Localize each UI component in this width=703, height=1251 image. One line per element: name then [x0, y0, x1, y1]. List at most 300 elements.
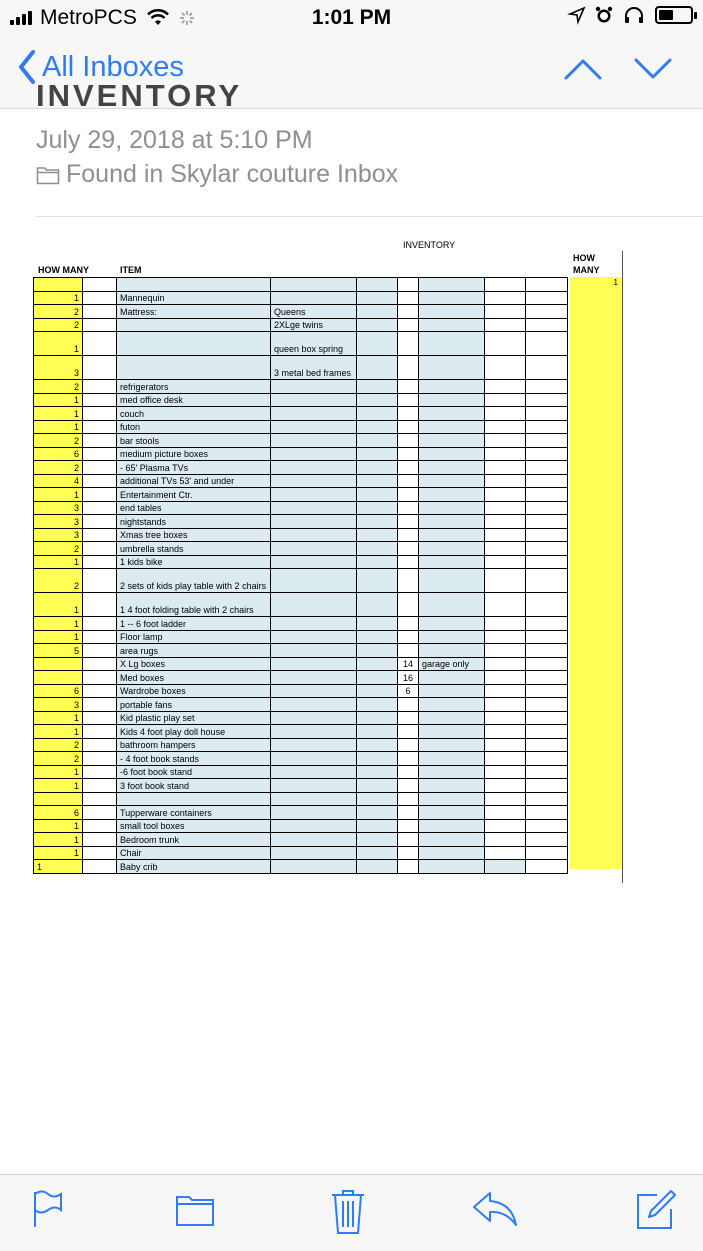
count-cell	[398, 833, 419, 847]
count-cell	[398, 461, 419, 475]
blank-cell	[83, 752, 117, 766]
item-cell: Entertainment Ctr.	[117, 488, 271, 502]
blank-cell	[357, 434, 398, 448]
right-quantity-column	[570, 277, 622, 869]
note-cell	[419, 407, 485, 421]
blank-cell	[357, 684, 398, 698]
item-cell: futon	[117, 420, 271, 434]
blank-cell	[526, 332, 568, 356]
note-cell	[419, 644, 485, 658]
blank-cell	[526, 447, 568, 461]
chevron-left-icon	[18, 50, 36, 84]
blank-cell	[485, 593, 526, 617]
description-cell	[271, 542, 357, 556]
blank-cell	[357, 332, 398, 356]
note-cell	[419, 332, 485, 356]
note-cell	[419, 765, 485, 779]
blank-cell	[485, 684, 526, 698]
blank-cell	[526, 393, 568, 407]
table-row	[34, 593, 568, 617]
blank-cell	[357, 474, 398, 488]
quantity-cell: 6	[34, 684, 83, 698]
table-row	[34, 515, 568, 529]
blank-cell	[485, 792, 526, 806]
count-cell	[398, 725, 419, 739]
blank-cell	[357, 644, 398, 658]
note-cell	[419, 501, 485, 515]
description-cell	[271, 833, 357, 847]
quantity-cell: 1	[34, 711, 83, 725]
blank-cell	[357, 819, 398, 833]
quantity-cell: 2	[34, 461, 83, 475]
blank-cell	[83, 332, 117, 356]
description-cell	[271, 420, 357, 434]
blank-cell	[83, 555, 117, 569]
blank-cell	[526, 617, 568, 631]
table-row	[34, 765, 568, 779]
blank-cell	[485, 528, 526, 542]
item-cell: area rugs	[117, 644, 271, 658]
table-row	[34, 356, 568, 380]
blank-cell	[526, 420, 568, 434]
blank-cell	[526, 474, 568, 488]
table-row	[34, 806, 568, 820]
description-cell	[271, 630, 357, 644]
blank-cell	[485, 407, 526, 421]
note-cell	[419, 630, 485, 644]
blank-cell	[526, 711, 568, 725]
item-cell: nightstands	[117, 515, 271, 529]
count-cell	[398, 305, 419, 319]
table-row	[34, 555, 568, 569]
blank-cell	[83, 630, 117, 644]
description-cell	[271, 860, 357, 874]
table-row	[34, 644, 568, 658]
blank-cell	[83, 515, 117, 529]
blank-cell	[357, 393, 398, 407]
count-cell	[398, 542, 419, 556]
battery-icon	[655, 6, 693, 24]
next-message-button[interactable]	[633, 56, 673, 82]
quantity-cell: 3	[34, 528, 83, 542]
email-folder[interactable]	[36, 160, 398, 189]
quantity-cell: 2	[34, 542, 83, 556]
description-cell	[271, 461, 357, 475]
quantity-cell	[34, 792, 83, 806]
location-icon	[569, 7, 585, 23]
table-row	[34, 380, 568, 394]
description-cell	[271, 684, 357, 698]
item-cell: additional TVs 53' and under	[117, 474, 271, 488]
blank-cell	[485, 474, 526, 488]
table-row	[34, 725, 568, 739]
item-cell	[117, 278, 271, 292]
count-cell	[398, 806, 419, 820]
blank-cell	[485, 806, 526, 820]
quantity-cell: 2	[34, 738, 83, 752]
count-cell	[398, 860, 419, 874]
item-cell: 1 4 foot folding table with 2 chairs	[117, 593, 271, 617]
table-row	[34, 738, 568, 752]
quantity-cell: 2	[34, 752, 83, 766]
blank-cell	[357, 698, 398, 712]
blank-cell	[83, 644, 117, 658]
blank-cell	[357, 833, 398, 847]
blank-cell	[526, 291, 568, 305]
table-row	[34, 461, 568, 475]
count-cell	[398, 617, 419, 631]
right-how-many-header: HOW MANY	[573, 253, 600, 275]
blank-cell	[526, 515, 568, 529]
status-bar	[0, 0, 703, 36]
quantity-cell: 1	[34, 630, 83, 644]
blank-cell	[83, 528, 117, 542]
blank-cell	[526, 542, 568, 556]
description-cell	[271, 528, 357, 542]
table-row	[34, 569, 568, 593]
count-cell	[398, 738, 419, 752]
description-cell	[271, 393, 357, 407]
item-cell: 1 kids bike	[117, 555, 271, 569]
blank-cell	[83, 725, 117, 739]
description-cell	[271, 617, 357, 631]
blank-cell	[357, 725, 398, 739]
folder-icon	[36, 165, 60, 185]
inventory-table	[33, 277, 568, 874]
blank-cell	[485, 542, 526, 556]
table-row	[34, 420, 568, 434]
blank-cell	[83, 738, 117, 752]
count-cell	[398, 711, 419, 725]
table-row	[34, 671, 568, 685]
blank-cell	[485, 278, 526, 292]
description-cell	[271, 738, 357, 752]
blank-cell	[357, 593, 398, 617]
count-cell	[398, 474, 419, 488]
bottom-toolbar	[0, 1174, 703, 1251]
table-row	[34, 528, 568, 542]
note-cell	[419, 860, 485, 874]
count-cell: 16	[398, 671, 419, 685]
blank-cell	[485, 644, 526, 658]
blank-cell	[357, 380, 398, 394]
inventory-spreadsheet	[33, 238, 633, 888]
blank-cell	[357, 792, 398, 806]
blank-cell	[83, 318, 117, 332]
flag-icon[interactable]	[32, 1189, 64, 1229]
previous-message-button[interactable]	[563, 56, 603, 82]
quantity-cell: 6	[34, 806, 83, 820]
blank-cell	[485, 725, 526, 739]
blank-cell	[83, 420, 117, 434]
item-cell: end tables	[117, 501, 271, 515]
blank-cell	[485, 617, 526, 631]
blank-cell	[83, 380, 117, 394]
note-cell	[419, 474, 485, 488]
count-cell	[398, 434, 419, 448]
trash-icon[interactable]	[331, 1189, 365, 1235]
blank-cell	[357, 555, 398, 569]
table-row	[34, 711, 568, 725]
table-row	[34, 318, 568, 332]
blank-cell	[526, 434, 568, 448]
description-cell	[271, 555, 357, 569]
count-cell	[398, 291, 419, 305]
blank-cell	[485, 752, 526, 766]
blank-cell	[526, 792, 568, 806]
table-row	[34, 617, 568, 631]
count-cell	[398, 447, 419, 461]
blank-cell	[526, 752, 568, 766]
count-cell	[398, 528, 419, 542]
item-cell: Xmas tree boxes	[117, 528, 271, 542]
item-cell: Kid plastic play set	[117, 711, 271, 725]
table-row	[34, 698, 568, 712]
item-cell: medium picture boxes	[117, 447, 271, 461]
blank-cell	[83, 792, 117, 806]
item-cell: Wardrobe boxes	[117, 684, 271, 698]
message-nav	[563, 56, 673, 82]
blank-cell	[357, 278, 398, 292]
blank-cell	[357, 461, 398, 475]
blank-cell	[357, 765, 398, 779]
blank-cell	[485, 380, 526, 394]
blank-cell	[485, 819, 526, 833]
quantity-cell	[34, 657, 83, 671]
description-cell	[271, 806, 357, 820]
blank-cell	[83, 434, 117, 448]
email-date: July 29, 2018 at 5:10 PM	[36, 126, 313, 154]
quantity-cell: 1	[34, 617, 83, 631]
blank-cell	[357, 356, 398, 380]
count-cell: 6	[398, 684, 419, 698]
blank-cell	[83, 617, 117, 631]
item-cell: X Lg boxes	[117, 657, 271, 671]
item-cell: Tupperware containers	[117, 806, 271, 820]
description-cell	[271, 644, 357, 658]
blank-cell	[526, 569, 568, 593]
blank-cell	[485, 434, 526, 448]
description-cell	[271, 725, 357, 739]
blank-cell	[526, 833, 568, 847]
blank-cell	[485, 356, 526, 380]
note-cell	[419, 725, 485, 739]
reply-icon[interactable]	[472, 1189, 518, 1229]
quantity-cell: 3	[34, 501, 83, 515]
quantity-cell: 3	[34, 698, 83, 712]
blank-cell	[83, 671, 117, 685]
blank-cell	[83, 846, 117, 860]
note-cell	[419, 291, 485, 305]
item-cell: Chair	[117, 846, 271, 860]
blank-cell	[357, 779, 398, 793]
blank-cell	[526, 555, 568, 569]
quantity-cell: 1	[34, 393, 83, 407]
description-cell	[271, 779, 357, 793]
table-row	[34, 819, 568, 833]
blank-cell	[83, 765, 117, 779]
description-cell	[271, 278, 357, 292]
description-cell	[271, 593, 357, 617]
right-quantity-value: 1	[613, 278, 618, 287]
note-cell	[419, 434, 485, 448]
blank-cell	[357, 528, 398, 542]
count-cell	[398, 792, 419, 806]
description-cell	[271, 819, 357, 833]
divider	[36, 216, 703, 217]
blank-cell	[83, 447, 117, 461]
item-cell: Mannequin	[117, 291, 271, 305]
count-cell	[398, 278, 419, 292]
blank-cell	[83, 542, 117, 556]
table-row	[34, 474, 568, 488]
blank-cell	[83, 501, 117, 515]
item-cell	[117, 332, 271, 356]
note-cell	[419, 528, 485, 542]
blank-cell	[485, 711, 526, 725]
blank-cell	[485, 488, 526, 502]
blank-cell	[485, 393, 526, 407]
blank-cell	[526, 846, 568, 860]
blank-cell	[357, 617, 398, 631]
note-cell	[419, 846, 485, 860]
quantity-cell: 3	[34, 515, 83, 529]
quantity-cell	[34, 278, 83, 292]
blank-cell	[485, 318, 526, 332]
item-cell: Baby crib	[117, 860, 271, 874]
item-cell: Med boxes	[117, 671, 271, 685]
note-cell	[419, 617, 485, 631]
item-header: ITEM	[120, 265, 142, 275]
quantity-cell: 1	[34, 291, 83, 305]
blank-cell	[83, 356, 117, 380]
table-row	[34, 393, 568, 407]
item-cell: portable fans	[117, 698, 271, 712]
quantity-cell: 1	[34, 407, 83, 421]
item-cell: Mattress:	[117, 305, 271, 319]
table-row	[34, 657, 568, 671]
right-border-line	[622, 251, 623, 883]
note-cell	[419, 779, 485, 793]
item-cell	[117, 318, 271, 332]
blank-cell	[526, 806, 568, 820]
item-cell: - 65' Plasma TVs	[117, 461, 271, 475]
description-cell	[271, 671, 357, 685]
note-cell	[419, 318, 485, 332]
folder-label: Found in Skylar couture Inbox	[66, 160, 399, 188]
blank-cell	[526, 305, 568, 319]
count-cell	[398, 752, 419, 766]
blank-cell	[357, 846, 398, 860]
description-cell	[271, 291, 357, 305]
note-cell	[419, 420, 485, 434]
table-row	[34, 846, 568, 860]
note-cell	[419, 792, 485, 806]
count-cell	[398, 380, 419, 394]
count-cell	[398, 332, 419, 356]
blank-cell	[357, 291, 398, 305]
blank-cell	[357, 488, 398, 502]
count-cell	[398, 393, 419, 407]
blank-cell	[485, 569, 526, 593]
blank-cell	[357, 305, 398, 319]
blank-cell	[357, 738, 398, 752]
blank-cell	[485, 779, 526, 793]
blank-cell	[83, 657, 117, 671]
quantity-cell: 1	[34, 846, 83, 860]
blank-cell	[526, 779, 568, 793]
blank-cell	[83, 278, 117, 292]
table-row	[34, 488, 568, 502]
count-cell	[398, 488, 419, 502]
blank-cell	[526, 318, 568, 332]
blank-cell	[485, 630, 526, 644]
count-cell	[398, 593, 419, 617]
description-cell	[271, 698, 357, 712]
blank-cell	[357, 318, 398, 332]
back-label: All Inboxes	[42, 50, 184, 83]
note-cell	[419, 305, 485, 319]
count-cell	[398, 356, 419, 380]
blank-cell	[485, 332, 526, 356]
count-cell	[398, 819, 419, 833]
table-row	[34, 447, 568, 461]
status-right	[569, 6, 693, 24]
description-cell: Queens	[271, 305, 357, 319]
blank-cell	[83, 819, 117, 833]
note-cell	[419, 698, 485, 712]
quantity-cell: 3	[34, 356, 83, 380]
blank-cell	[526, 738, 568, 752]
item-cell: - 4 foot book stands	[117, 752, 271, 766]
quantity-cell: 2	[34, 318, 83, 332]
compose-icon[interactable]	[635, 1189, 677, 1231]
blank-cell	[485, 515, 526, 529]
sheet-title: INVENTORY	[403, 240, 456, 250]
count-cell	[398, 515, 419, 529]
description-cell	[271, 447, 357, 461]
blank-cell	[526, 765, 568, 779]
note-cell	[419, 806, 485, 820]
note-cell	[419, 671, 485, 685]
blank-cell	[83, 407, 117, 421]
blank-cell	[485, 738, 526, 752]
count-cell	[398, 407, 419, 421]
blank-cell	[83, 393, 117, 407]
description-cell: 2XLge twins	[271, 318, 357, 332]
quantity-cell: 2	[34, 305, 83, 319]
item-cell: med office desk	[117, 393, 271, 407]
note-cell	[419, 461, 485, 475]
blank-cell	[485, 671, 526, 685]
description-cell	[271, 407, 357, 421]
clock: 1:01 PM	[311, 6, 392, 29]
blank-cell	[357, 447, 398, 461]
item-cell: -6 foot book stand	[117, 765, 271, 779]
blank-cell	[83, 291, 117, 305]
table-row	[34, 291, 568, 305]
folder-icon[interactable]	[175, 1189, 215, 1229]
description-cell	[271, 846, 357, 860]
blank-cell	[357, 630, 398, 644]
blank-cell	[485, 291, 526, 305]
quantity-cell: 2	[34, 569, 83, 593]
description-cell	[271, 711, 357, 725]
table-row	[34, 779, 568, 793]
description-cell: queen box spring	[271, 332, 357, 356]
blank-cell	[485, 698, 526, 712]
note-cell	[419, 447, 485, 461]
